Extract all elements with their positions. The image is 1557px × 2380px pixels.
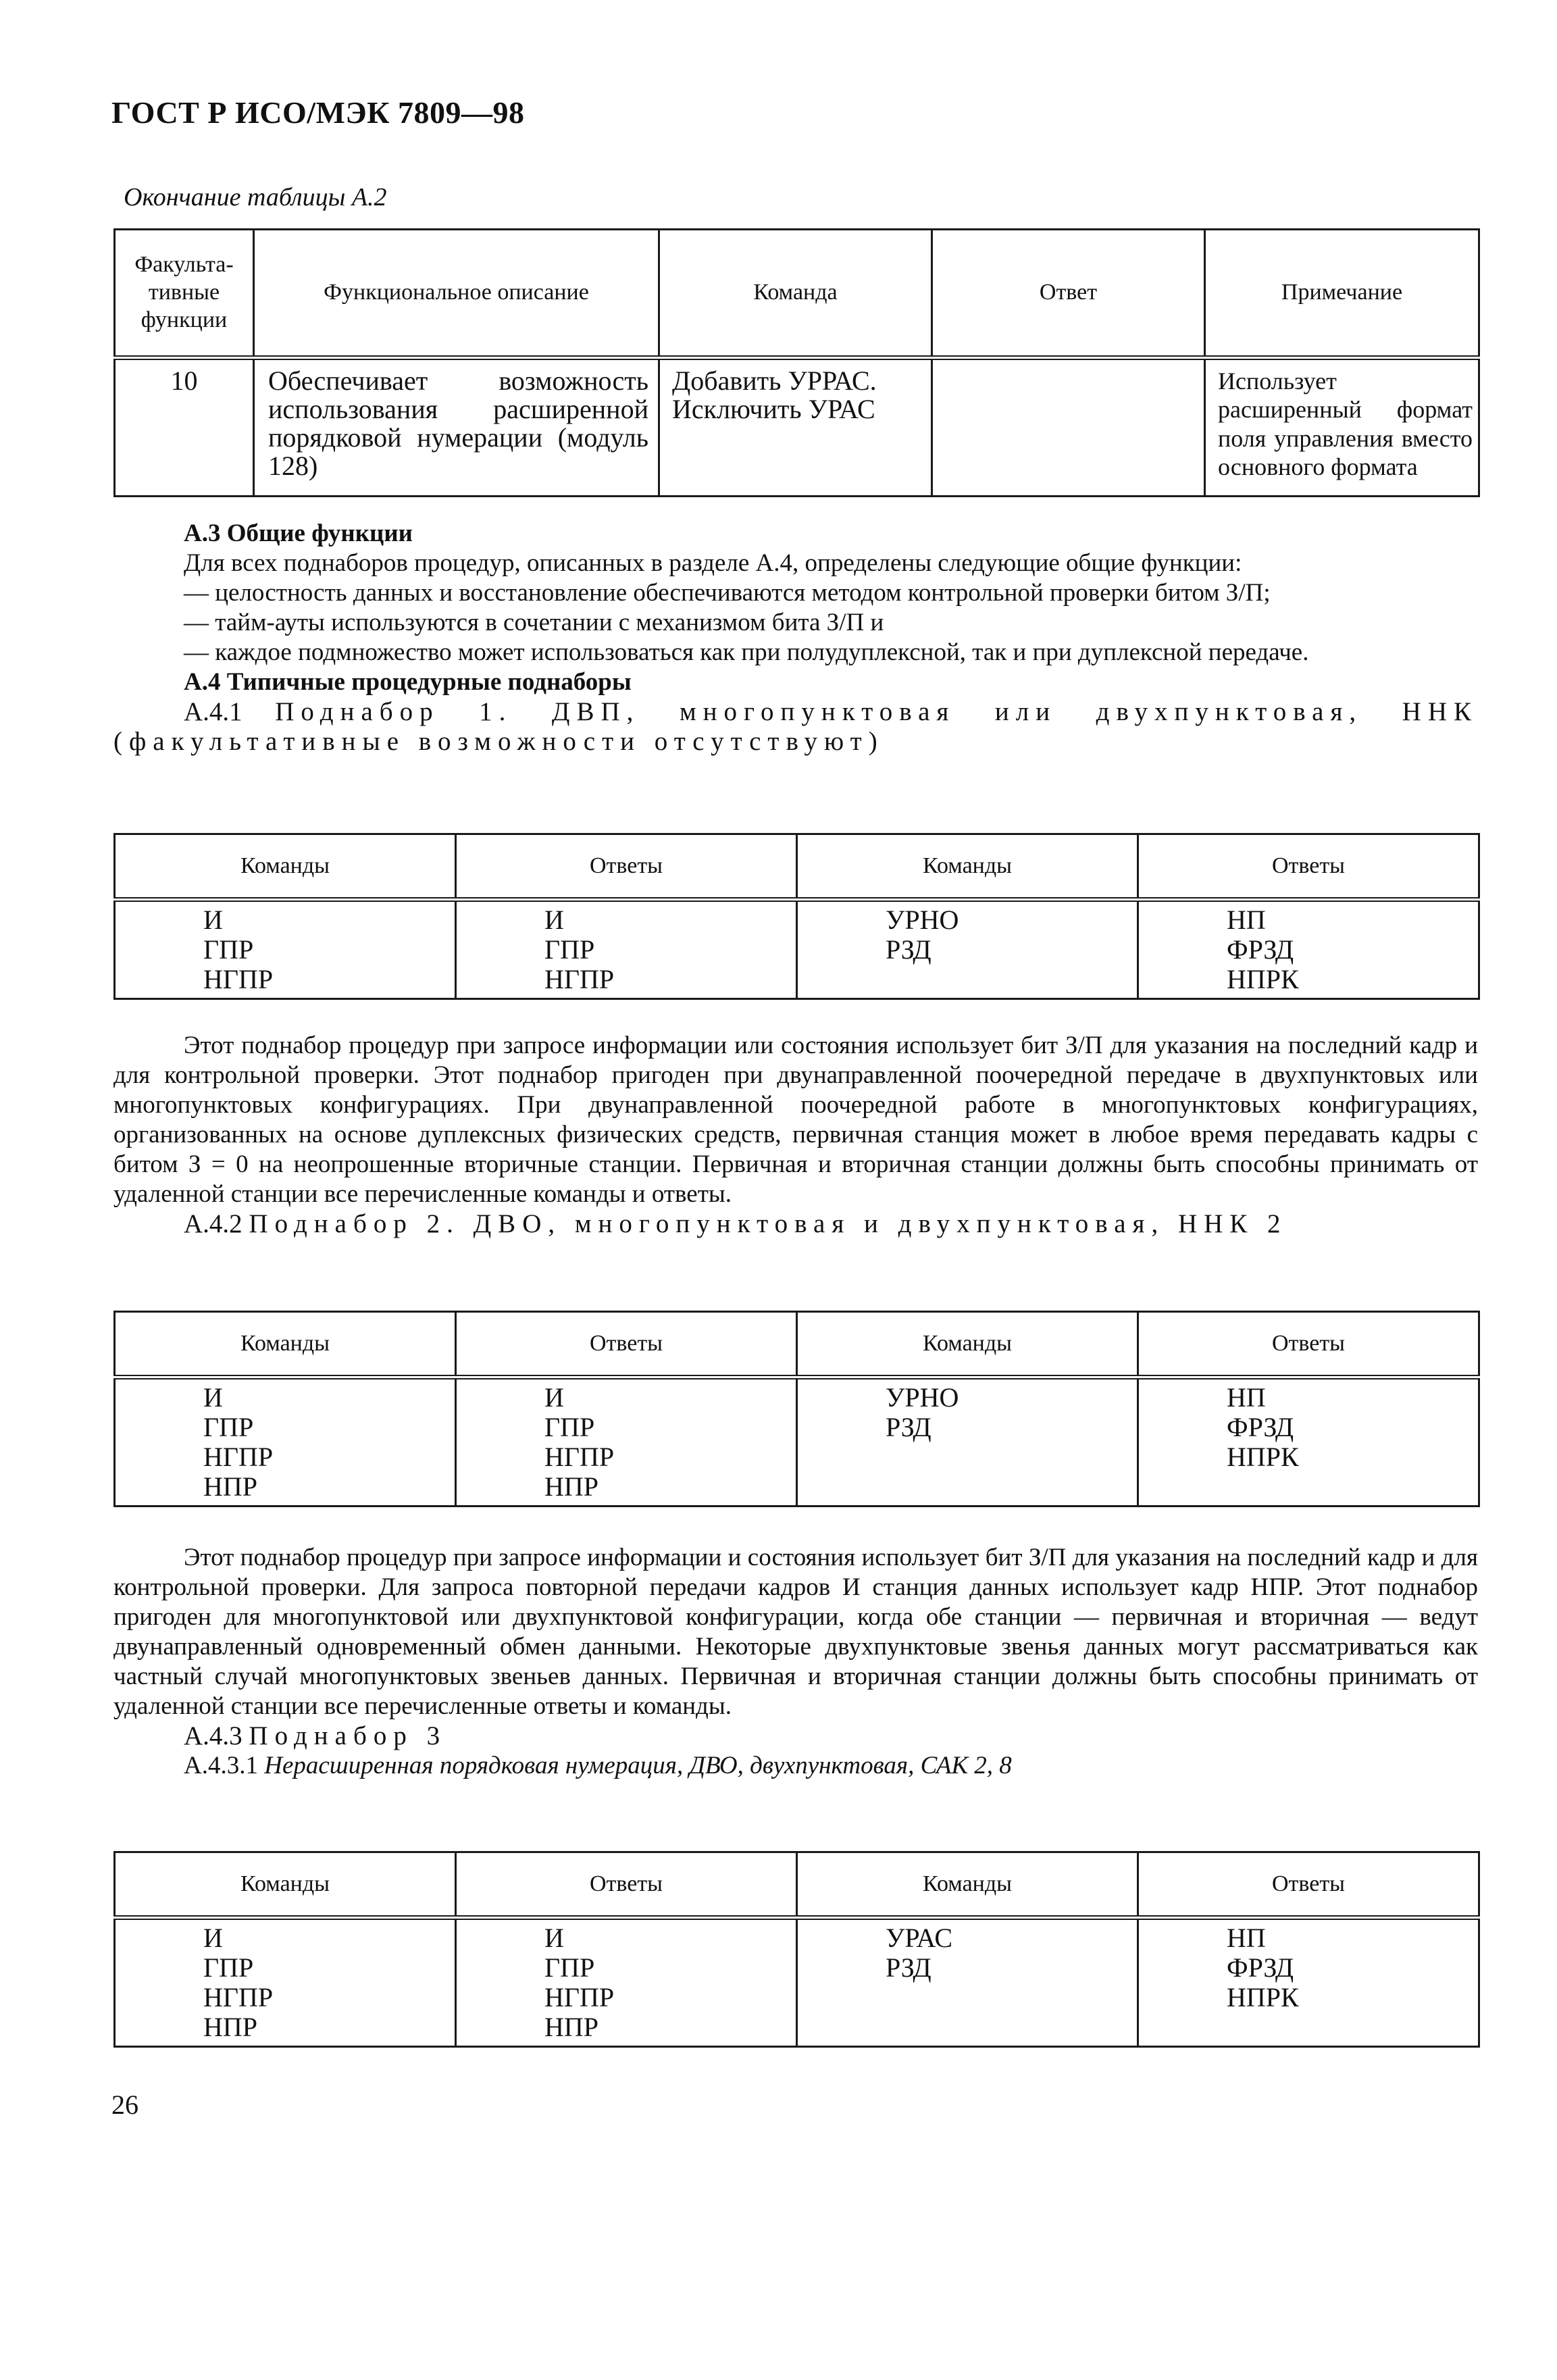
- frame-code: ГПР: [203, 934, 254, 965]
- commands-cell: [115, 1377, 456, 1507]
- table-row: [115, 1377, 1479, 1507]
- subsection-number: А.4.1: [184, 697, 243, 726]
- frame-code: РЗД: [886, 934, 931, 965]
- frame-code: И: [544, 1382, 564, 1413]
- frame-code: НПР: [544, 2012, 599, 2042]
- frame-code: НП: [1227, 1923, 1266, 1953]
- frame-code: ГПР: [544, 1952, 595, 1983]
- table-cell-command: [659, 358, 932, 497]
- paragraph: Этот поднабор процедур при запросе информации и состояния использует бит З/П для указания на последний кадр и для контрольной проверки. Для запроса повторной передачи кадров И станция данных использует кадр НПР. Этот поднабор пригоден для многопунктовой или двухпунктовой конфигурации, когда обе станции — первичная и вторичная — ведут двунаправленный одновременный обмен данными. Некоторые двухпунктовые звенья данных могут рассматриваться как частный случай многопунктовых звеньев данных. Первичная и вторичная станции должны быть способны принимать от удаленной станции все перечисленные ответы и команды.: [113, 1544, 1478, 1720]
- frame-code: И: [203, 1382, 223, 1413]
- subset1-text-block: [113, 1031, 1478, 1239]
- command-line: Добавить УРРАС.: [672, 365, 877, 396]
- frame-code: НП: [1227, 1382, 1266, 1413]
- responses-cell: [1138, 900, 1479, 999]
- commands-cell: [115, 900, 456, 999]
- table-header-cell: Команды: [115, 834, 456, 900]
- frame-code: НГПР: [203, 1442, 274, 1472]
- commands-cell: [115, 1918, 456, 2047]
- table-header-cell: Ответы: [456, 1312, 797, 1377]
- frame-code: РЗД: [886, 1412, 931, 1442]
- responses-cell: [456, 1918, 797, 2047]
- command-line: Исключить УРАС: [672, 394, 875, 424]
- section-heading: А.4 Типичные процедурные поднаборы: [184, 668, 632, 696]
- table-a2-header-row: [115, 230, 1479, 358]
- frame-code: УРАС: [886, 1923, 953, 1953]
- table-header-cell: Ответы: [456, 1852, 797, 1918]
- table-cell-description: Обеспечивает возможность использования расширенной порядковой нумерации (модуль 128): [254, 358, 659, 497]
- frame-code: ФРЗД: [1227, 1952, 1294, 1983]
- frame-code: РЗД: [886, 1952, 931, 1983]
- document-title: ГОСТ Р ИСО/МЭК 7809—98: [111, 95, 525, 130]
- table-header-row: [115, 1852, 1479, 1918]
- table-header-cell: Ответы: [456, 834, 797, 900]
- table-header-cell: Команды: [797, 1852, 1138, 1918]
- list-item: — каждое подмножество может использоваться как при полудуплексной, так и при дуплексной передаче.: [184, 638, 1309, 666]
- section-a3: [113, 519, 1478, 757]
- table-header-cell: Ответы: [1138, 1312, 1479, 1377]
- frame-code: УРНО: [886, 1382, 959, 1413]
- subset2-text-block: [113, 1543, 1478, 1781]
- list-item: — целостность данных и восстановление обеспечиваются методом контрольной проверки битом З/П;: [184, 579, 1271, 607]
- subsection-number: А.4.3: [184, 1721, 243, 1750]
- responses-cell: [456, 1377, 797, 1507]
- frame-code: НПРК: [1227, 1982, 1299, 2012]
- paragraph: Этот поднабор процедур при запросе информации или состояния использует бит З/П для указания на последний кадр и для контрольной проверки. Этот поднабор пригоден при двунаправленной поочередной передаче в двухпунктовых или многопунктовых конфигурациях. При двунаправленной поочередной работе в многопунктовых конфигурациях, организованных на основе дуплексных физических средств, первичная станция может в любое время передавать кадры с битом З = 0 на неопрошенные вторичные станции. Первичная и вторичная станции должны быть способны принимать от удаленной станции все перечисленные команды и ответы.: [113, 1032, 1478, 1208]
- table-caption: Окончание таблицы А.2: [124, 183, 387, 211]
- subset2-table: [113, 1311, 1480, 1507]
- responses-cell: [1138, 1377, 1479, 1507]
- responses-cell: [1138, 1918, 1479, 2047]
- frame-code: И: [544, 1923, 564, 1953]
- table-header-cell: Команды: [797, 1312, 1138, 1377]
- table-row: [115, 358, 1479, 497]
- frame-code: НПРК: [1227, 964, 1299, 994]
- frame-code: НГПР: [203, 964, 274, 994]
- frame-code: НП: [1227, 905, 1266, 935]
- frame-code: НПРК: [1227, 1442, 1299, 1472]
- commands-cell: [797, 1918, 1138, 2047]
- list-item: — тайм-ауты используются в сочетании с механизмом бита З/П и: [184, 609, 884, 636]
- table-a2-header-cell: Факульта- тивные функции: [115, 230, 254, 358]
- table-header-row: [115, 1312, 1479, 1377]
- frame-code: И: [203, 1923, 223, 1953]
- frame-code: УРНО: [886, 905, 959, 935]
- frame-code: ФРЗД: [1227, 1412, 1294, 1442]
- table-header-cell: Команды: [115, 1312, 456, 1377]
- frame-code: ФРЗД: [1227, 934, 1294, 965]
- subset1-table: [113, 833, 1480, 1000]
- frame-code: НГПР: [203, 1982, 274, 2012]
- frame-code: НГПР: [544, 964, 615, 994]
- frame-code: НПР: [203, 2012, 258, 2042]
- commands-cell: [797, 1377, 1138, 1507]
- table-header-cell: Команды: [115, 1852, 456, 1918]
- table-header-row: [115, 834, 1479, 900]
- table-row: [115, 900, 1479, 999]
- section-heading: А.3 Общие функции: [184, 520, 413, 547]
- table-a2-header-cell: Примечание: [1205, 230, 1479, 358]
- frame-code: НГПР: [544, 1982, 615, 2012]
- table-row: [115, 1918, 1479, 2047]
- subsection-title: Поднабор 2. ДВО, многопунктовая и двухпунктовая, ННК 2: [249, 1209, 1287, 1238]
- table-header-cell: Команды: [797, 834, 1138, 900]
- frame-code: НПР: [544, 1471, 599, 1502]
- table-cell-response: [932, 358, 1205, 497]
- frame-code: ГПР: [203, 1412, 254, 1442]
- table-a2-header-cell: Функциональное описание: [254, 230, 659, 358]
- subsection-number: А.4.3.1: [184, 1752, 258, 1779]
- subsection-number: А.4.2: [184, 1209, 243, 1238]
- frame-code: И: [544, 905, 564, 935]
- table-header-cell: Ответы: [1138, 1852, 1479, 1918]
- responses-cell: [456, 900, 797, 999]
- frame-code: НГПР: [544, 1442, 615, 1472]
- table-a2-header-cell: Ответ: [932, 230, 1205, 358]
- frame-code: ГПР: [544, 934, 595, 965]
- page-number: 26: [111, 2090, 138, 2120]
- subsection-title: Поднабор 1. ДВП, многопунктовая или двухпунктовая, ННК (факультативные возможности отсутствуют): [113, 697, 1479, 756]
- frame-code: НПР: [203, 1471, 258, 1502]
- frame-code: И: [203, 905, 223, 935]
- table-header-cell: Ответы: [1138, 834, 1479, 900]
- table-a2-header-cell: Команда: [659, 230, 932, 358]
- commands-cell: [797, 900, 1138, 999]
- subset3-table: [113, 1851, 1480, 2048]
- subsection-title: Поднабор 3: [249, 1721, 447, 1750]
- table-cell-number: 10: [115, 358, 254, 497]
- subsection-title: Нерасширенная порядковая нумерация, ДВО, двухпунктовая, САК 2, 8: [264, 1752, 1012, 1779]
- paragraph: Для всех поднаборов процедур, описанных в разделе А.4, определены следующие общие функции:: [184, 549, 1242, 577]
- frame-code: ГПР: [203, 1952, 254, 1983]
- table-cell-note: Использует расширенный формат поля управления вместо основного формата: [1205, 358, 1479, 497]
- table-a2: [113, 228, 1480, 497]
- frame-code: ГПР: [544, 1412, 595, 1442]
